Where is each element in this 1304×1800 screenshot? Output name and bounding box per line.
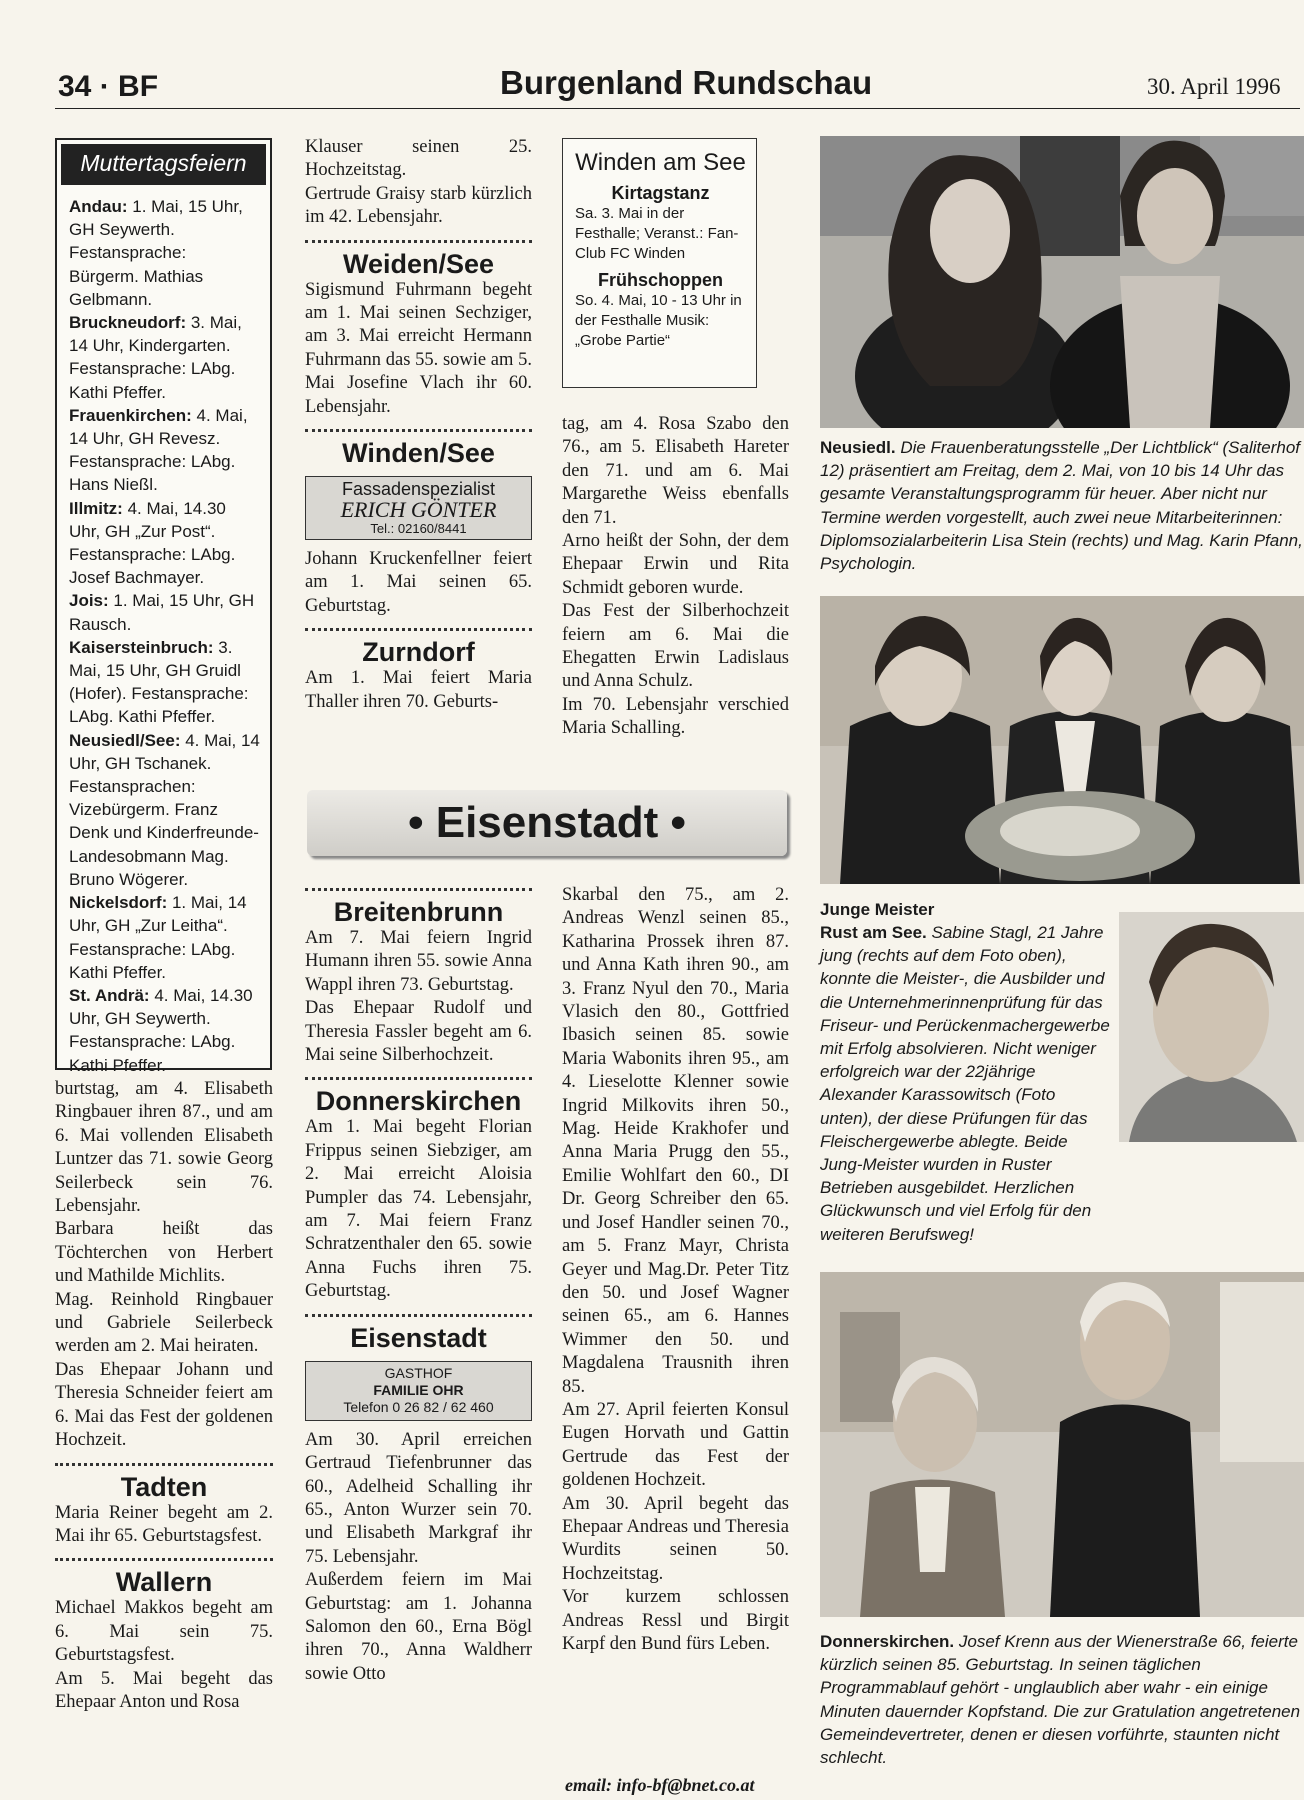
column-3-top	[562, 413, 789, 741]
article-text: Gertrude Graisy starb kürzlich im 42. Lebensjahr.	[305, 183, 532, 228]
article-text: Das Ehepaar Johann und Theresia Schneider feiert am 6. Mai das Fest der goldenen Hochzeit.	[55, 1359, 273, 1451]
muttertag-entry: Bruckneudorf: 3. Mai, 14 Uhr, Kindergarten. Festansprache: LAbg. Kathi Pfeffer.	[69, 313, 242, 402]
contact-email[interactable]: email: info-bf@bnet.co.at	[565, 1775, 755, 1795]
article-text: Am 1. Mai begeht Florian Frippus seinen Siebziger, am 2. Mai erreicht Aloisia Pumpler das 74. Lebensjahr, am 7. Mai feiern Franz Schratzenthaler den 65. sowie Anna Fuchs ihren 75. Geburtstag.	[305, 1117, 532, 1302]
muttertag-entry: Nickelsdorf: 1. Mai, 14 Uhr, GH „Zur Leitha“. Festansprache: LAbg. Kathi Pfeffer.	[69, 893, 247, 982]
event-subtitle: Frühschoppen	[598, 270, 723, 290]
dotted-divider	[305, 240, 532, 243]
event-box-title: Winden am See	[575, 149, 746, 176]
dotted-divider	[305, 628, 532, 631]
muttertag-entry: Frauenkirchen: 4. Mai, 14 Uhr, GH Revesz. Festansprache: LAbg. Hans Nießl.	[69, 405, 248, 495]
article-text: Am 30. April erreichen Gertraud Tiefenbrunner das 60., Adelheid Schalling ihr 65., Anton Wurzer sein 70. und Elisabeth Markgraf ihr 75. Lebensjahr.	[305, 1429, 532, 1567]
newspaper-title: Burgenland Rundschau	[500, 64, 873, 101]
issue-date: 30. April 1996	[1147, 74, 1281, 99]
article-text: Am 27. April feierten Konsul Eugen Horvath und Gattin Gertrude das Fest der goldenen Hochzeit.	[562, 1399, 789, 1491]
column-2-lower	[305, 888, 532, 1686]
muttertag-entry: Illmitz: 4. Mai, 14.30 Uhr, GH „Zur Post“. Festansprache: LAbg. Josef Bachmayer.	[69, 498, 236, 588]
section-heading-eisenstadt: Eisenstadt	[350, 1322, 487, 1353]
dotted-divider	[305, 888, 532, 891]
photo-neusiedl	[820, 136, 1304, 428]
article-text: Arno heißt der Sohn, der dem Ehepaar Erwin und Rita Schmidt geboren wurde.	[562, 531, 789, 598]
caption-junge-meister-text: Rust am See. Sabine Stagl, 21 Jahre jung (rechts auf dem Foto oben), konnte die Meister-, die Ausbilder und die Unternehmerinnenprüfung für das Friseur- und Perückenmachergewerbe mit Erfolg absolvieren. Nicht weniger erfolgreich war der 22jährige Alexander Karassowitsch (Foto unten), der diese Prüfungen für das Fleischergewerbe ablegte. Beide Jung-Meister wurden in Ruster Betrieben ausgebildet. Herzlichen Glückwunsch und viel Erfolg für den weiteren Berufsweg!	[820, 923, 1110, 1244]
event-subtitle: Kirtagstanz	[611, 183, 710, 203]
article-text: Klauser seinen 25. Hochzeitstag.	[305, 137, 532, 181]
header-rule	[55, 108, 1300, 109]
article-text: Mag. Reinhold Ringbauer und Gabriele Seilerbeck werden am 2. Mai heiraten.	[55, 1289, 273, 1357]
article-text: burtstag, am 4. Elisabeth Ringbauer ihren 87., und am 6. Mai vollenden Elisabeth Luntzer das 71. sowie Georg Seilerbeck sein 76. Lebensjahr.	[55, 1079, 273, 1217]
article-text: Sigismund Fuhrmann begeht am 1. Mai seinen Sechziger, am 3. Mai erreicht Hermann Fuhrmann das 55. sowie am 5. Mai Josefine Vlach ihr 60. Lebensjahr.	[305, 279, 532, 417]
section-heading-weiden: Weiden/See	[342, 248, 495, 279]
muttertag-entry: Andau: 1. Mai, 15 Uhr, GH Seywerth. Festansprache: Bürgerm. Mathias Gelbmann.	[69, 197, 243, 309]
section-heading-zurndorf: Zurndorf	[362, 637, 475, 668]
muttertag-entry: Jois: 1. Mai, 15 Uhr, GH Rausch.	[69, 591, 255, 634]
dotted-divider	[55, 1558, 273, 1561]
article-text: Am 30. April begeht das Ehepaar Andreas und Theresia Wurdits seinen 50. Hochzeitstag.	[562, 1493, 789, 1584]
page-number: 34 · BF	[58, 70, 159, 103]
advertisement-goenter: Fassadenspezialist ERICH GÖNTER Tel.: 02160/8441	[305, 476, 532, 540]
muttertag-entry: Neusiedl/See: 4. Mai, 14 Uhr, GH Tschanek. Festansprachen: Vizebürgerm. Franz Denk und Kinderfreunde-Landesobmann Mag. Bruno Wögerer.	[69, 730, 260, 889]
article-text: tag, am 4. Rosa Szabo den 76., am 5. Elisabeth Hareter den 71. und am 6. Mai Margarethe Weiss ebenfalls den 71.	[562, 414, 789, 528]
caption-junge-meister: Junge Meister	[820, 900, 935, 919]
article-text: Am 5. Mai begeht das Ehepaar Anton und Rosa	[55, 1668, 273, 1712]
article-text: Barbara heißt das Töchterchen von Herbert und Mathilde Michlits.	[55, 1219, 273, 1287]
section-banner-eisenstadt: • Eisenstadt •	[307, 790, 787, 856]
article-text: Am 7. Mai feiern Ingrid Humann ihren 55. sowie Anna Wappl ihren 73. Geburtstag.	[305, 928, 532, 995]
muttertag-title: Muttertagsfeiern	[61, 144, 266, 185]
muttertag-box	[55, 138, 272, 1075]
dotted-divider	[55, 1463, 273, 1466]
event-text: So. 4. Mai, 10 - 13 Uhr in der Festhalle Musik: „Grobe Partie“	[575, 292, 742, 349]
article-text: Vor kurzem schlossen Andreas Ressl und Birgit Karpf den Bund fürs Leben.	[562, 1587, 789, 1654]
article-text: Im 70. Lebensjahr verschied Maria Schalling.	[562, 694, 789, 739]
article-text: Michael Makkos begeht am 6. Mai sein 75. Geburtstagsfest.	[55, 1598, 273, 1666]
column-3-lower	[562, 884, 789, 1656]
photo-junge-meister	[820, 596, 1304, 884]
event-box-winden	[562, 138, 757, 388]
article-text: Skarbal den 75., am 2. Andreas Wenzl seinen 85., Katharina Prossek ihren 87. und Anna Kath ihren 90., am 3. Franz Nyul den 70., Maria Vlasich den 80., Gottfried Ibasich seinen 85. sowie Maria Wabonits ihren 95., am 4. Lieselotte Klenner sowie Ingrid Milkovits ihren 50., Mag. Heide Krakhofer und Anna Maria Prugg den 55., Emilie Wohlfart den 60., DI Dr. Georg Schreiber den 65. und Josef Handler seinen 70., am 5. Franz Mayr, Christa Geyer und Mag.Dr. Peter Titz den 50. und Josef Wagner seinen 65., am 6. Hannes Wimmer den 50. und Magdalena Trausnith ihren 85.	[562, 885, 789, 1397]
column-2-top	[305, 136, 532, 714]
dotted-divider	[305, 1077, 532, 1080]
muttertag-entry: St. Andrä: 4. Mai, 14.30 Uhr, GH Seywerth. Festansprache: LAbg. Kathi Pfeffer.	[69, 985, 253, 1075]
dotted-divider	[305, 429, 532, 432]
dotted-divider	[305, 1314, 532, 1317]
muttertag-list	[57, 189, 270, 1077]
article-text: Am 1. Mai feiert Maria Thaller ihren 70. Geburts-	[305, 668, 532, 712]
event-text: Sa. 3. Mai in der Festhalle; Veranst.: Fan-Club FC Winden	[575, 205, 739, 262]
caption-donnerskirchen: Donnerskirchen. Josef Krenn aus der Wienerstraße 66, feierte kürzlich seinen 85. Geburtstag. In seinen täglichen Programmablauf gehört - unglaublich aber wahr - ein einige Minuten dauernder Kopfstand. Die zur Gratulation angetretenen Gemeindevertreter, denen er diesen vorführte, staunten nicht schlecht.	[820, 1632, 1301, 1768]
article-text: Außerdem feiern im Mai Geburtstag: am 1. Johanna Salomon den 60., Erna Bögl ihren 70., Anna Waldherr sowie Otto	[305, 1570, 532, 1684]
section-heading-wallern: Wallern	[115, 1567, 213, 1598]
article-text: Maria Reiner begeht am 2. Mai ihr 65. Geburtstagsfest.	[55, 1502, 273, 1546]
column-1-lower	[55, 1078, 273, 1714]
advertisement-gasthof-ohr: GASTHOF FAMILIE OHR Telefon 0 26 82 / 62 460	[305, 1361, 532, 1421]
muttertag-entry: Kaisersteinbruch: 3. Mai, 15 Uhr, GH Gruidl (Hofer). Festansprache: LAbg. Kathi Pfeffer.	[69, 637, 249, 727]
article-text: Das Ehepaar Rudolf und Theresia Fassler begeht am 6. Mai seine Silberhochzeit.	[305, 998, 532, 1066]
article-text: Das Fest der Silberhochzeit feiern am 6. Mai die Ehegatten Erwin Ladislaus und Anna Schulz.	[562, 601, 789, 692]
section-heading-donnerskirchen: Donnerskirchen	[315, 1086, 522, 1117]
section-heading-winden: Winden/See	[342, 438, 495, 469]
article-text: Johann Kruckenfellner feiert am 1. Mai seinen 65. Geburtstag.	[305, 549, 532, 616]
photo-donnerskirchen	[820, 1272, 1304, 1617]
section-heading-breitenbrunn: Breitenbrunn	[333, 897, 504, 927]
section-heading-tadten: Tadten	[120, 1471, 208, 1502]
caption-neusiedl: Neusiedl. Die Frauenberatungsstelle „Der Lichtblick“ (Saliterhof 12) präsentiert am Freitag, dem 2. Mai, von 10 bis 14 Uhr das gesamte Veranstaltungsprogramm für heuer. Aber nicht nur Termine werden vorgestellt, auch zwei neue Mitarbeiterinnen: Diplomsozialarbeiterin Lisa Stein (rechts) und Mag. Karin Pfann, Psychologin.	[820, 438, 1303, 574]
